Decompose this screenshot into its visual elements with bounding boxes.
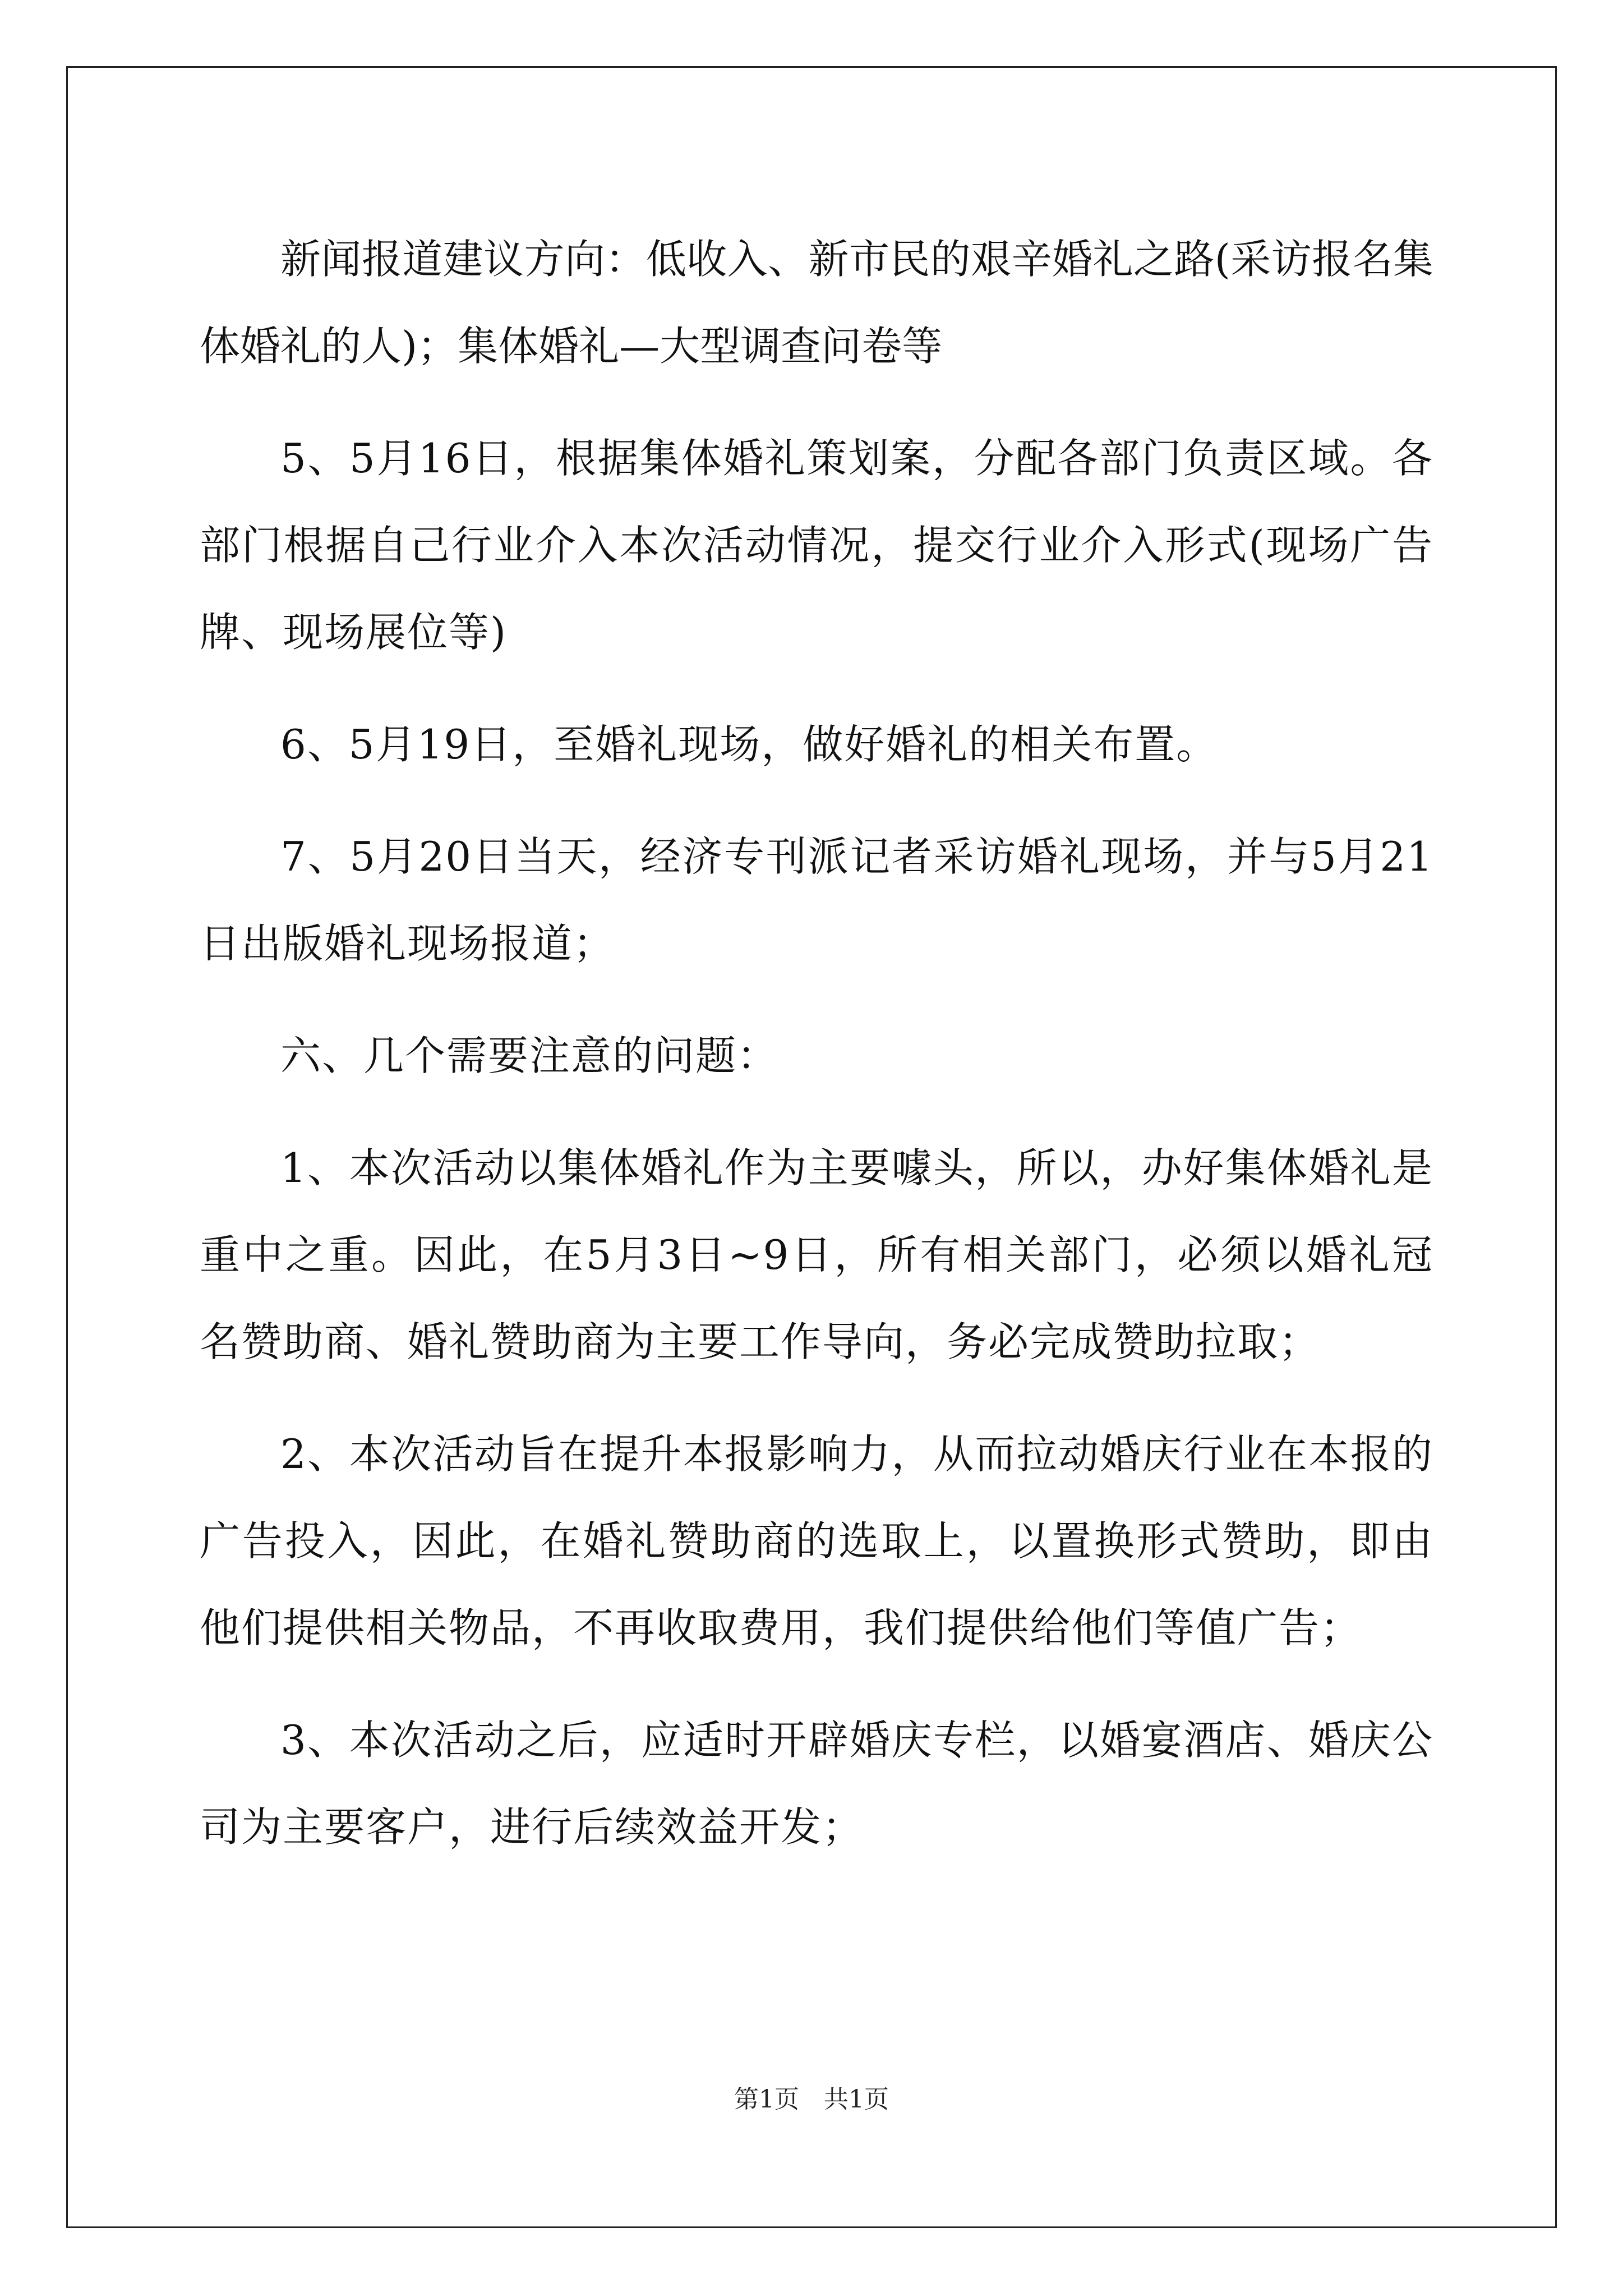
paragraph-note-2: 2、本次活动旨在提升本报影响力，从而拉动婚庆行业在本报的广告投入，因此，在婚礼赞助商的选取上，以置换形式赞助，即由他们提供相关物品，不再收取费用，我们提供给他们等值广告； [200, 1430, 1433, 1651]
document-body [200, 216, 1433, 1896]
paragraph-item-6: 6、5月19日，至婚礼现场，做好婚礼的相关布置。 [280, 721, 1218, 768]
paragraph-item-5: 5、5月16日，根据集体婚礼策划案，分配各部门负责区域。各部门根据自己行业介入本次活动情况，提交行业介入形式(现场广告牌、现场展位等) [200, 435, 1433, 656]
paragraph-news-direction: 新闻报道建议方向：低收入、新市民的艰辛婚礼之路(采访报名集体婚礼的人)；集体婚礼—大型调查问卷等 [200, 236, 1433, 370]
page-footer: 第1页 共1页 [734, 2085, 889, 2114]
paragraph-note-3: 3、本次活动之后，应适时开辟婚庆专栏，以婚宴酒店、婚庆公司为主要客户，进行后续效益开发； [200, 1717, 1433, 1851]
paragraph-item-7: 7、5月20日当天，经济专刊派记者采访婚礼现场，并与5月21日出版婚礼现场报道； [200, 833, 1433, 967]
section-heading-six: 六、几个需要注意的问题： [280, 1032, 779, 1079]
paragraph-note-1: 1、本次活动以集体婚礼作为主要噱头，所以，办好集体婚礼是重中之重。因此，在5月3日~9日，所有相关部门，必须以婚礼冠名赞助商、婚礼赞助商为主要工作导向，务必完成赞助拉取； [200, 1144, 1433, 1365]
